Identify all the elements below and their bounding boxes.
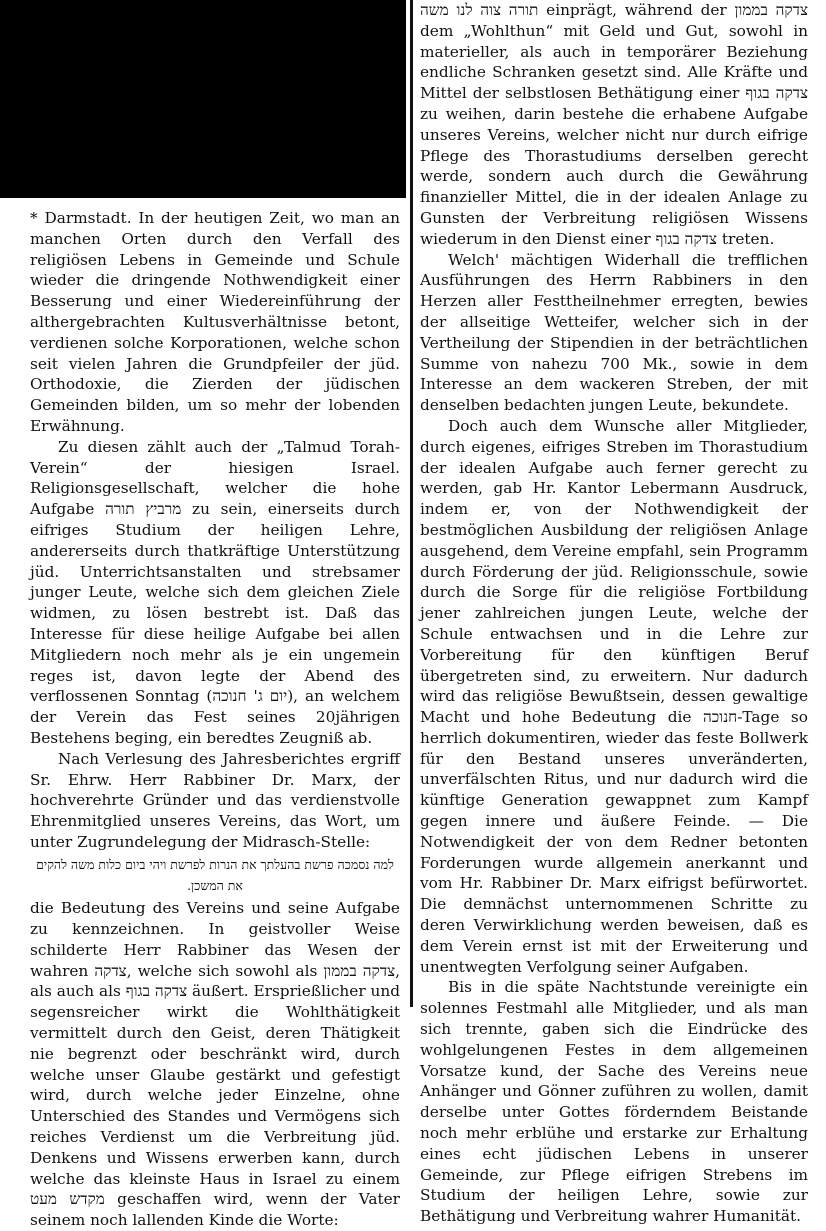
paragraph-festmahl: Bis in die späte Nachtstunde vereinigte ein solennes Festmahl alle Mitglieder, und als man sich trennte, gaben sich die Eindrücke des wohlgelungenen Festes in dem allgemeinen Vorsatze kund, der Sache des Vereins neue Anhänger und Gönner zuführen zu wollen, damit derselbe unter Gottes förderndem Beistande noch mehr erblühe und erstarke zur Erhaltung eines echt jüdischen Lebens in unserer Gemeinde, zur Pflege eifrigen Strebens im Studium der heiligen Lehre, sowie zur Bethätigung und Verbreitung wahrer Humanität. bbox=[420, 978, 808, 1226]
paragraph-einpraegt: תורה צוה לנו משה einprägt, während der צדקה בממון dem „Wohlthun“ mit Geld und Gut, sowohl in materieller, als auch in temporärer Beziehung endliche Schranken gesetzt sind. Alle Kräfte und Mittel der selbstlosen Bethätigung einer צדקה בגוף zu weihen, darin bestehe die erhabene Aufgabe unseres Vereins, welcher nicht nur durch eifrige Pflege des Thorastudiums derselben gerecht werde, sondern auch durch die Gewährung finanzieller Mittel, die in der idealen Anlage zu Gunsten der Verbreitung religiösen Wissens wiederum in den Dienst einer צדקה בגוף treten. bbox=[420, 1, 809, 248]
paragraph-talmud-torah: Zu diesen zählt auch der „Talmud Torah-Verein“ der hiesigen Israel. Religionsgesellschaft, welcher die hohe Aufgabe מרביץ תורה zu sein, einerseits durch eifriges Studium der heiligen Lehre, andererseits durch thatkräftige Unterstützung jüd. Unterrichtsanstalten und strebsamer junger Leute, welche sich dem gleichen Ziele widmen, zu lösen bestrebt ist. Daß das Interesse für diese heilige Aufgabe bei allen Mitgliedern noch mehr als je ein ungemein reges ist, davon legte der Abend des verflossenen Sonntag (יום ג' חנוכה), an welchem der Verein das Fest seines 20jährigen Bestehens beging, ein beredtes Zeugniß ab. bbox=[30, 437, 400, 747]
column-divider bbox=[410, 0, 413, 1007]
hebrew-midrash-quote: למה נסמכה פרשת בהעלתך את הנרות לפרשת ויהי ביום כלות משה להקים את המשכן. bbox=[36, 856, 394, 893]
paragraph-wunsche: Doch auch dem Wunsche aller Mitglieder, durch eigenes, eifriges Streben im Thorastudium der idealen Aufgabe auch ferner gerecht zu werden, gab Hr. Kantor Lebermann Ausdruck, indem er, von der Nothwendigkeit der bestmöglichen Ausbildung der religiösen Anlage ausgehend, dem Vereine empfahl, sein Programm durch Förderung der jüd. Religionsschule, sowie durch die Sorge für die religiöse Fortbildung jener zahlreichen jungen Leute, welche der Schule entwachsen und in die Lehre zur Vorbereitung für den künftigen Beruf übergetreten sind, zu erweitern. Nur dadurch wird das religiöse Bewußtsein, dessen gewaltige Macht und hohe Bedeutung die חנוכה-Tage so herrlich dokumentiren, wieder das feste Bollwerk für den Bestand unseres unveränderten, unverfälschten Ritus, und nur dadurch wird die künftige Generation gewappnet zum Kampf gegen innere und äußere Feinde. — Die Notwendigkeit der von dem Redner betonten Forderungen wurde allgemein anerkannt und vom Hr. Rabbiner Dr. Marx eifrigst befürwortet. Die demnächst unternommenen Schritte zu deren Verwirklichung werden beweisen, daß es dem Verein ernst ist mit der Erweiterung und unentwegten Verfolgung seiner Aufgaben. bbox=[420, 416, 808, 976]
left-column bbox=[30, 208, 400, 1230]
paragraph-jahresbericht: Nach Verlesung des Jahresberichtes ergriff Sr. Ehrw. Herr Rabbiner Dr. Marx, der hochverehrte Gründer und das verdienstvolle Ehrenmitglied unseres Vereins, das Wort, um unter Zugrundelegung der Midrasch-Stelle: bbox=[30, 749, 400, 851]
paragraph-widerhall: Welch' mächtigen Widerhall die trefflichen Ausführungen des Herrn Rabbiners in den Herzen aller Festtheilnehmer erregten, bewies der allseitige Wetteifer, welcher sich in der Vertheilung der Stipendien in der beträchtlichen Summe von nahezu 700 Mk., sowie in dem Interesse an dem wackeren Streben, der mit denselben bedachten jungen Leute, bekundete. bbox=[420, 250, 808, 415]
redacted-black-region bbox=[0, 0, 406, 198]
paragraph-darmstadt: * Darmstadt. In der heutigen Zeit, wo man an manchen Orten durch den Verfall des religiösen Lebens in Gemeinde und Schule wieder die dringende Nothwendigkeit einer Besserung und einer Wiedereinführung der althergebrachten Kultusverhältnisse betont, verdienen solche Korporationen, welche schon seit vielen Jahren die Grundpfeiler der jüd. Orthodoxie, die Zierden der jüdischen Gemeinden bilden, um so mehr der lobenden Erwähnung. bbox=[30, 209, 400, 435]
right-column bbox=[420, 0, 809, 1226]
paragraph-bedeutung: die Bedeutung des Vereins und seine Aufgabe zu kennzeichnen. In geistvoller Weise schilderte Herr Rabbiner das Wesen der wahren צדקה, welche sich sowohl als צדקה בממון, als auch als צדקה בגוף äußert. Ersprießlicher und segensreicher wirkt die Wohlthätigkeit vermittelt durch den Geist, deren Thätigkeit nie begrenzt oder beschränkt wird, durch welche unser Glaube gestärkt und gefestigt wird, durch welche jeder Einzelne, ohne Unterschied des Standes und Vermögens sich reiches Verdienst um die Verbreitung jüd. Denkens und Wissens erwerben kann, durch welche das kleinste Haus in Israel zu einem מקדש מעט geschaffen wird, wenn der Vater seinem noch lallenden Kinde die Worte: bbox=[30, 899, 400, 1230]
